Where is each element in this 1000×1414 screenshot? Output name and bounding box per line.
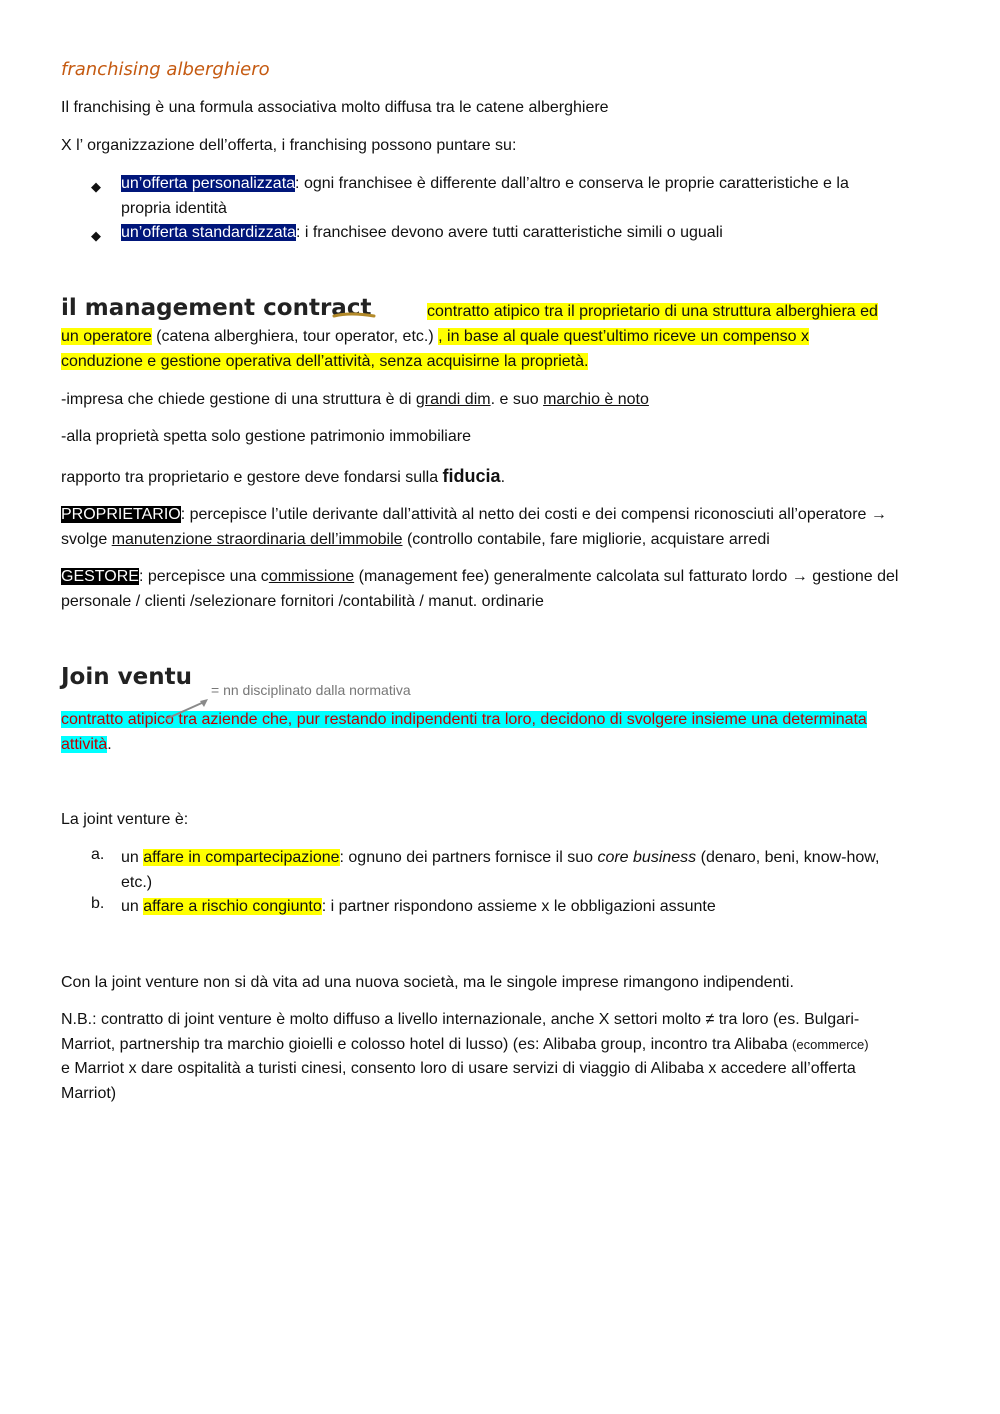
section-heading-joint-venture: Join ventu xyxy=(61,664,192,690)
highlighted-term: un’offerta personalizzata xyxy=(121,175,296,192)
label-badge: PROPRIETARIO xyxy=(61,506,181,523)
diamond-bullet-icon: ◆ xyxy=(91,179,101,194)
label-badge: GESTORE xyxy=(61,568,139,585)
annotation-note: = nn disciplinato dalla normativa xyxy=(211,682,411,698)
paragraph: Il franchising è una formula associativa molto diffusa tra le catene alberghiere xyxy=(61,99,609,116)
list-item: un’offerta personalizzata: ogni franchisee è differente dall’altro e conserva le proprie caratteristiche e la propria identità xyxy=(121,175,849,217)
highlighted-term: un’offerta standardizzata xyxy=(121,224,296,241)
list-item: un affare a rischio congiunto: i partner rispondono assieme x le obbligazioni assunte xyxy=(121,898,716,915)
section-title-franchising: franchising alberghiero xyxy=(61,59,270,80)
paragraph: contratto atipico tra il proprietario di una struttura alberghiera ed xyxy=(427,303,878,320)
list-item: un’offerta standardizzata: i franchisee devono avere tutti caratteristiche simili o uguali xyxy=(121,224,723,241)
paragraph: -alla proprietà spetta solo gestione patrimonio immobiliare xyxy=(61,428,471,445)
arrow-right-icon: → xyxy=(791,568,808,585)
paragraph-manager: GESTORE: percepisce una commissione (management fee) generalmente calcolata sul fatturato lordo → gestione del personale / clienti /selezionare fornitori /contabilità / manut. ordinarie xyxy=(61,568,899,610)
paragraph: Con la joint venture non si dà vita ad una nuova società, ma le singole imprese rimangono indipendenti. xyxy=(61,974,794,991)
paragraph: contratto atipico tra aziende che, pur restando indipendenti tra loro, decidono di svolgere insieme una determinata attività. xyxy=(61,711,867,753)
paragraph: rapporto tra proprietario e gestore deve fondarsi sulla fiducia. xyxy=(61,466,506,486)
paragraph: X l’ organizzazione dell’offerta, i franchising possono puntare su: xyxy=(61,137,517,154)
paragraph: La joint venture è: xyxy=(61,811,189,828)
paragraph-nb: N.B.: contratto di joint venture è molto diffuso a livello internazionale, anche X settori molto ≠ tra loro (es. Bulgari- Marriot, partnership tra marchio gioielli e colosso hotel di lusso) (es: Alibaba group, incontro tra Alibaba (ecommerce) e Marriot x dare ospitalità a turisti cinesi, consento loro di usare servizi di viaggio di Alibaba x accedere all’offerta Marriot) xyxy=(61,1011,869,1102)
paragraph: -impresa che chiede gestione di una struttura è di grandi dim. e suo marchio è noto xyxy=(61,391,649,408)
pen-stroke-icon xyxy=(330,310,380,320)
paragraph-owner: PROPRIETARIO: percepisce l’utile derivante dall’attività al netto dei costi e dei compensi riconosciuti all’operatore → svolge manutenzione straordinaria dell’immobile (controllo contabile, fare migliorie, acquistare arredi xyxy=(61,506,887,548)
list-label: b. xyxy=(91,895,105,912)
list-label: a. xyxy=(91,846,105,863)
diamond-bullet-icon: ◆ xyxy=(91,228,101,243)
paragraph: un operatore (catena alberghiera, tour operator, etc.) , in base al quale quest’ultimo riceve un compenso x conduzione e gestione operativa dell’attività, senza acquisirne la proprietà. xyxy=(61,328,809,370)
section-heading-management: il management contract xyxy=(61,295,372,321)
list-item: un affare in compartecipazione: ognuno dei partners fornisce il suo core business (denaro, beni, know-how, etc.) xyxy=(121,849,880,891)
annotation-arrow-icon xyxy=(160,695,216,725)
arrow-right-icon: → xyxy=(870,506,887,523)
